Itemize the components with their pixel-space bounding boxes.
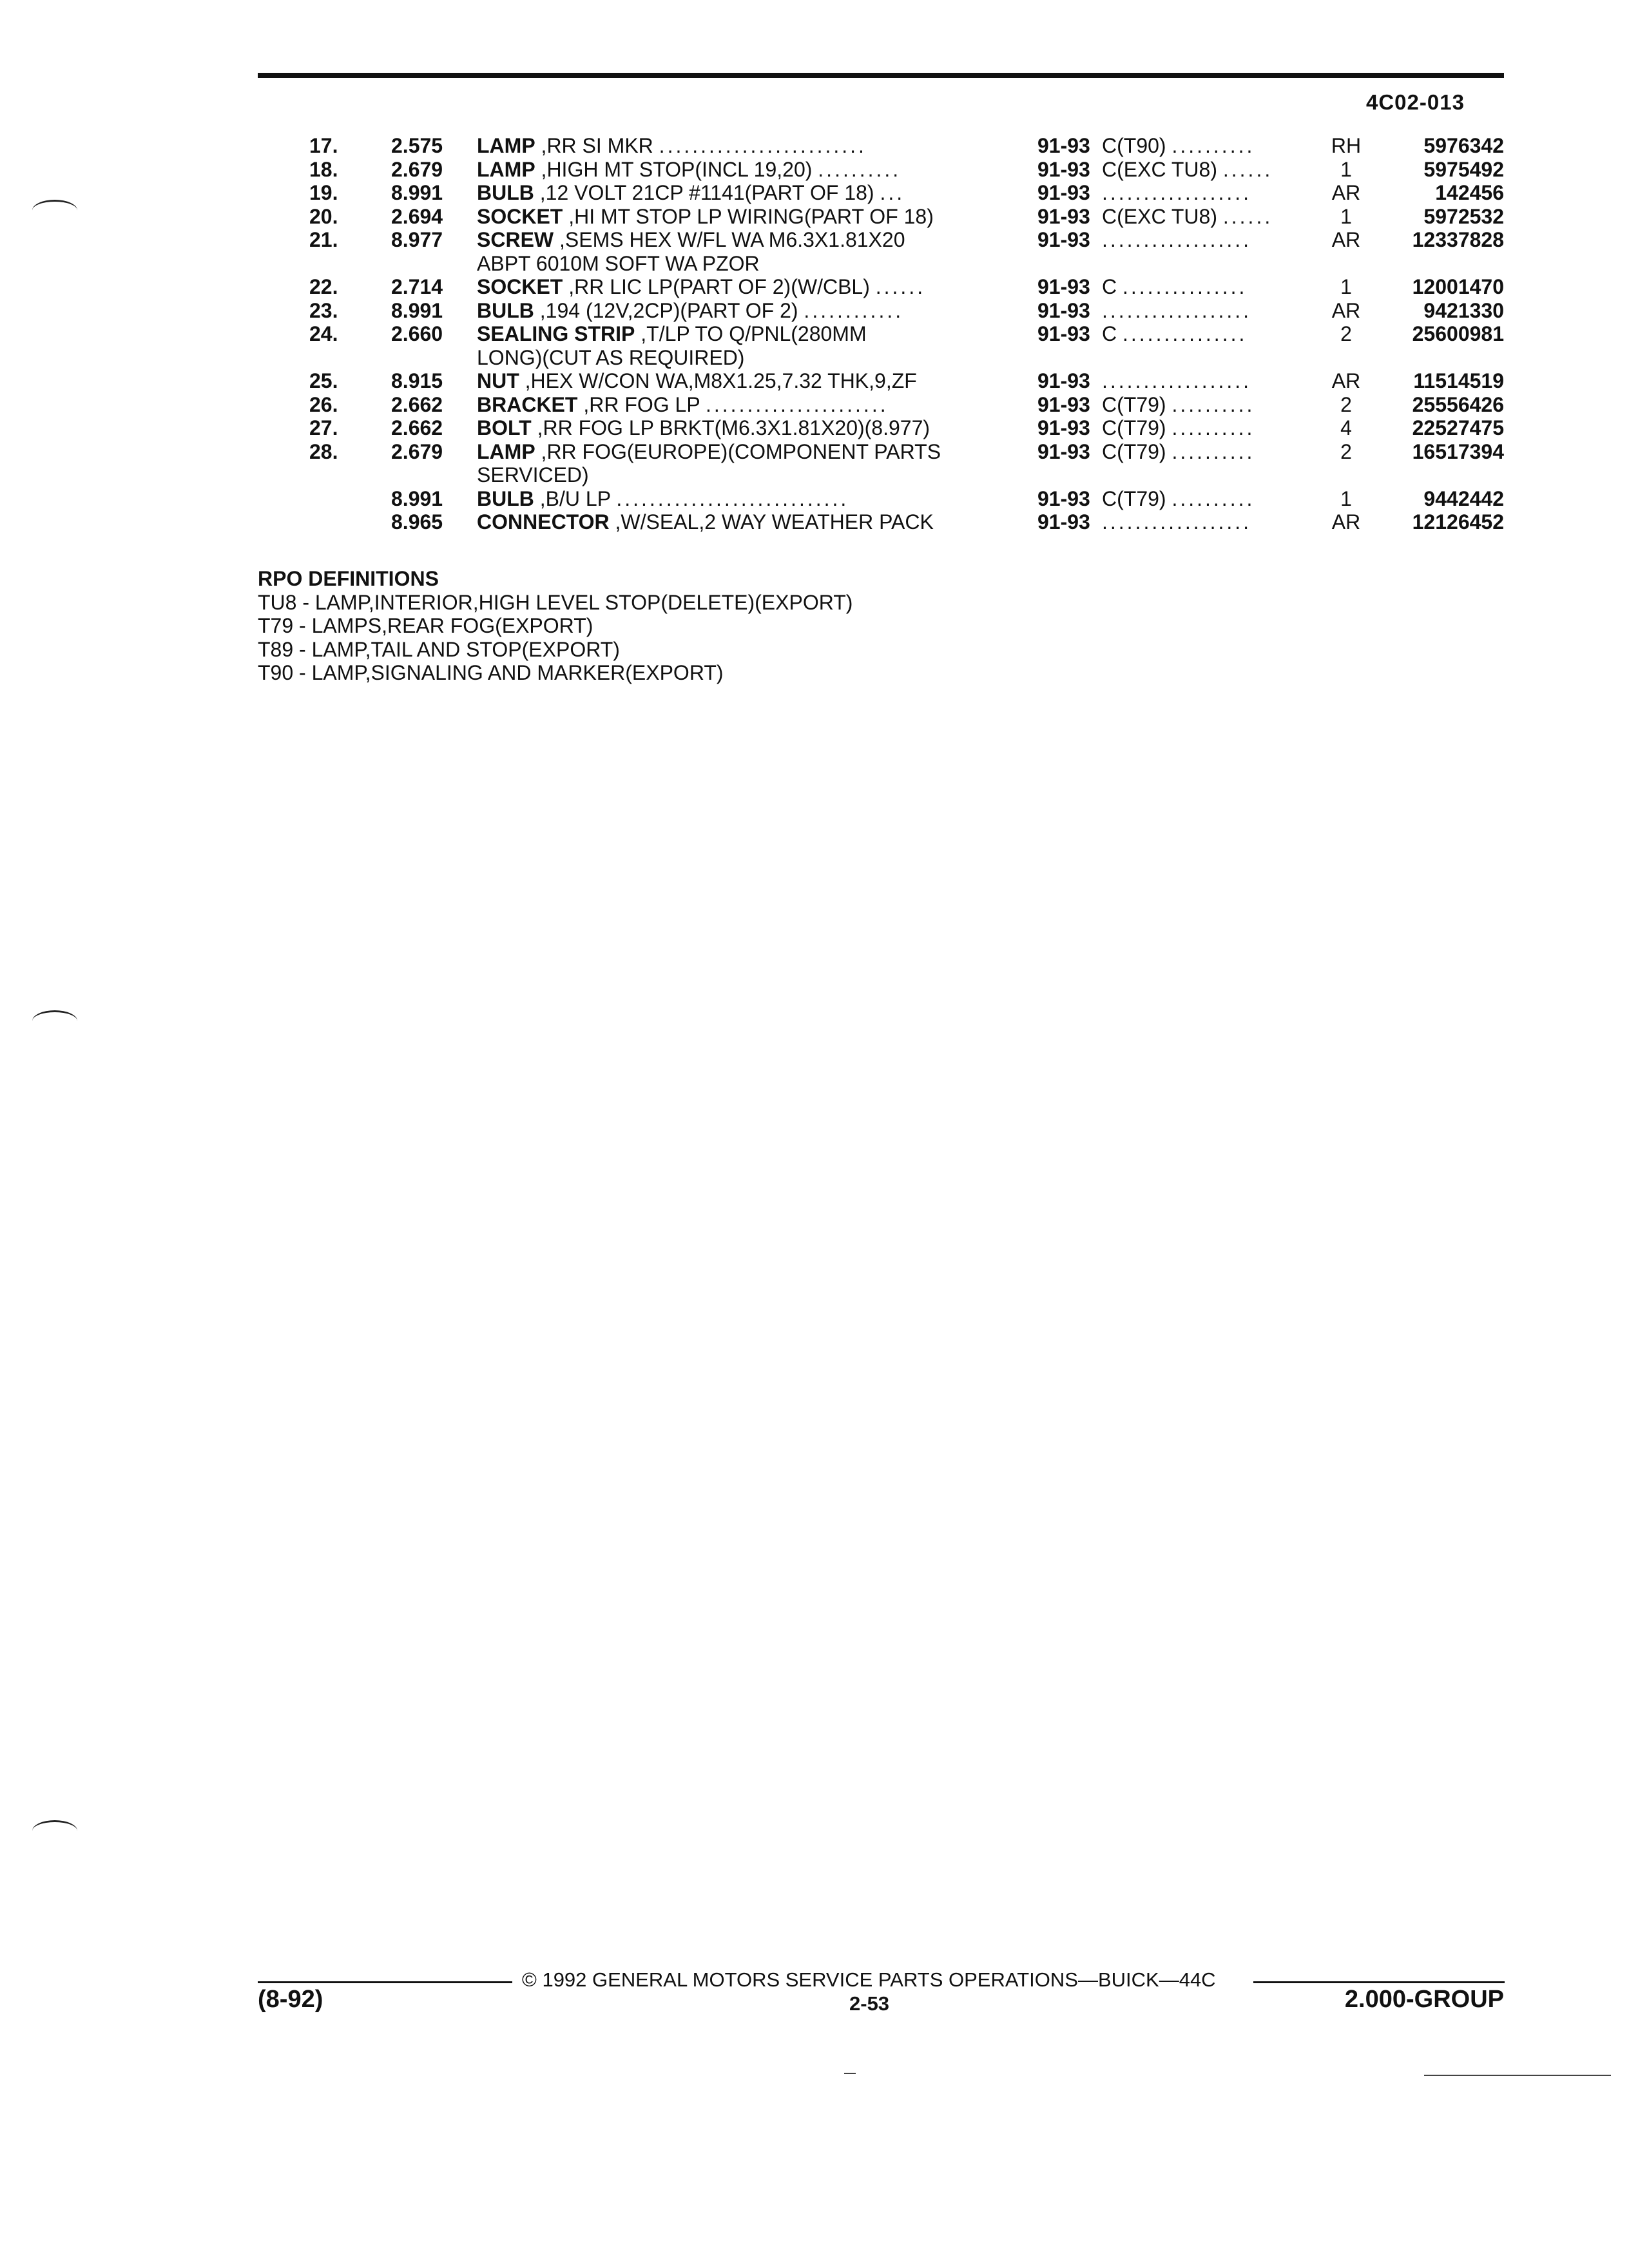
model-years: 91-93 (1037, 392, 1090, 416)
quantity: 1 (1340, 275, 1352, 298)
dot-leader: .......... (1171, 134, 1255, 157)
model-years: 91-93 (1037, 204, 1090, 228)
part-description (477, 463, 1250, 487)
group-number: 2.662 (391, 416, 443, 439)
part-number: 12126452 (1412, 510, 1504, 533)
item-number: 24. (309, 322, 338, 345)
item-number: 25. (309, 369, 338, 392)
part-detail: ,194 (12V,2CP)(PART OF 2) (534, 298, 798, 322)
rpo-line: T89 - LAMP,TAIL AND STOP(EXPORT) (258, 637, 620, 661)
part-name: SEALING STRIP (477, 322, 635, 345)
part-number: 22527475 (1412, 416, 1504, 439)
dot-leader: .......... (1171, 392, 1255, 416)
footer-group: 2.000-GROUP (1344, 1986, 1504, 2013)
part-row (258, 158, 1504, 182)
quantity: 2 (1340, 392, 1352, 416)
quantity: 2 (1340, 439, 1352, 463)
part-name: BOLT (477, 416, 532, 439)
dot-leader: ............... (1123, 322, 1248, 345)
dot-leader: ............... (1123, 275, 1248, 298)
group-number: 2.714 (391, 275, 443, 298)
usage-text: C(T90) (1102, 134, 1166, 157)
part-detail: ,HI MT STOP LP WIRING(PART OF 18) (563, 204, 934, 228)
binder-hole-mark (32, 1010, 77, 1032)
part-number: 25600981 (1412, 322, 1504, 345)
part-detail: ,RR SI MKR (535, 134, 653, 157)
rpo-definitions (258, 567, 853, 685)
part-name: LAMP (477, 157, 535, 181)
item-number: 27. (309, 416, 338, 439)
dot-leader: .................. (1102, 228, 1252, 251)
dot-leader: .......... (1171, 439, 1255, 463)
part-row (258, 205, 1504, 229)
quantity: AR (1331, 228, 1361, 251)
part-name: BULB (477, 181, 534, 204)
group-number: 8.977 (391, 228, 443, 251)
usage-text: C(T79) (1102, 416, 1166, 439)
part-detail: ,SEMS HEX W/FL WA M6.3X1.81X20 (554, 228, 905, 251)
usage-text: C(EXC TU8) (1102, 157, 1217, 181)
part-number: 9421330 (1423, 298, 1504, 322)
rpo-line: T79 - LAMPS,REAR FOG(EXPORT) (258, 614, 593, 637)
quantity: AR (1331, 369, 1361, 392)
model-years: 91-93 (1037, 486, 1090, 510)
part-detail: ,RR FOG LP BRKT(M6.3X1.81X20)(8.977) (531, 416, 930, 439)
dot-leader: ...... (1222, 157, 1273, 181)
model-years: 91-93 (1037, 228, 1090, 251)
part-number: 5975492 (1423, 157, 1504, 181)
part-detail: ABPT 6010M SOFT WA PZOR (477, 251, 760, 275)
group-number: 2.694 (391, 204, 443, 228)
dot-leader: ............................ (616, 486, 849, 510)
part-detail: SERVICED) (477, 463, 589, 486)
group-number: 2.575 (391, 134, 443, 157)
part-row (258, 416, 1504, 440)
parts-list (258, 134, 1504, 534)
group-number: 8.915 (391, 369, 443, 392)
dot-leader: .................. (1102, 298, 1252, 322)
part-row (258, 440, 1504, 464)
part-name: SOCKET (477, 204, 563, 228)
dot-leader: ...... (1222, 204, 1273, 228)
part-number: 5972532 (1423, 204, 1504, 228)
model-years: 91-93 (1037, 181, 1090, 204)
part-description (477, 346, 1250, 370)
part-row (258, 181, 1504, 205)
part-name: CONNECTOR (477, 510, 610, 533)
item-number: 21. (309, 228, 338, 251)
model-years: 91-93 (1037, 369, 1090, 392)
quantity: 2 (1340, 322, 1352, 345)
item-number: 18. (309, 157, 338, 181)
group-number: 8.991 (391, 181, 443, 204)
quantity: 1 (1340, 157, 1352, 181)
item-number: 28. (309, 439, 338, 463)
quantity: AR (1331, 510, 1361, 533)
quantity: 1 (1340, 204, 1352, 228)
quantity: 1 (1340, 486, 1352, 510)
group-number: 2.679 (391, 439, 443, 463)
footer-date: (8-92) (258, 1986, 323, 2013)
part-row (258, 275, 1504, 299)
part-row (258, 510, 1504, 534)
quantity: RH (1331, 134, 1362, 157)
group-number: 2.662 (391, 392, 443, 416)
model-years: 91-93 (1037, 134, 1090, 157)
dot-leader: .......... (1171, 486, 1255, 510)
part-row (258, 322, 1504, 346)
part-name: BULB (477, 298, 534, 322)
footer-rule-left (258, 1981, 512, 1983)
dot-leader: .......... (1171, 416, 1255, 439)
part-number: 11514519 (1413, 369, 1504, 392)
part-number: 142456 (1435, 181, 1504, 204)
part-name: SOCKET (477, 275, 563, 298)
part-row (258, 393, 1504, 417)
part-detail: ,RR FOG LP (577, 392, 700, 416)
part-row (258, 346, 1504, 370)
part-name: NUT (477, 369, 519, 392)
part-row (258, 134, 1504, 158)
part-detail: LONG)(CUT AS REQUIRED) (477, 345, 745, 369)
part-detail: ,RR FOG(EUROPE)(COMPONENT PARTS (535, 439, 941, 463)
page-number: 2-53 (849, 1992, 890, 2015)
part-number: 25556426 (1412, 392, 1504, 416)
model-years: 91-93 (1037, 298, 1090, 322)
part-name: BULB (477, 486, 534, 510)
part-detail: ,HIGH MT STOP(INCL 19,20) (535, 157, 813, 181)
item-number: 17. (309, 134, 338, 157)
part-name: SCREW (477, 228, 554, 251)
part-detail: ,HEX W/CON WA,M8X1.25,7.32 THK,9,ZF (519, 369, 917, 392)
part-row (258, 369, 1504, 393)
dot-leader: ...................... (706, 392, 889, 416)
part-description (477, 252, 1250, 276)
model-years: 91-93 (1037, 322, 1090, 345)
part-name: BRACKET (477, 392, 578, 416)
part-detail: ,B/U LP (534, 486, 611, 510)
part-detail: ,T/LP TO Q/PNL(280MM (635, 322, 867, 345)
quantity: AR (1331, 181, 1361, 204)
model-years: 91-93 (1037, 275, 1090, 298)
part-detail: ,W/SEAL,2 WAY WEATHER PACK (609, 510, 934, 533)
quantity: 4 (1340, 416, 1352, 439)
rpo-line: T90 - LAMP,SIGNALING AND MARKER(EXPORT) (258, 661, 724, 684)
group-number: 8.965 (391, 510, 443, 533)
group-number: 8.991 (391, 298, 443, 322)
dot-leader: ............ (804, 298, 904, 322)
dot-leader: ... (880, 181, 905, 204)
scan-mark (1424, 2075, 1611, 2076)
part-name: LAMP (477, 134, 535, 157)
part-number: 5976342 (1423, 134, 1504, 157)
part-detail: ,12 VOLT 21CP #1141(PART OF 18) (534, 181, 874, 204)
footer-copyright: © 1992 GENERAL MOTORS SERVICE PARTS OPERATIONS—BUICK—44C (522, 1968, 1216, 1991)
group-number: 2.679 (391, 157, 443, 181)
part-row (258, 252, 1504, 276)
part-name: LAMP (477, 439, 535, 463)
dot-leader: .......... (818, 157, 901, 181)
item-number: 20. (309, 204, 338, 228)
dot-leader: ...... (875, 275, 926, 298)
rpo-heading: RPO DEFINITIONS (258, 567, 439, 590)
part-number: 9442442 (1423, 486, 1504, 510)
binder-hole-mark (32, 200, 77, 221)
model-years: 91-93 (1037, 510, 1090, 533)
part-number: 12001470 (1412, 275, 1504, 298)
dot-leader: .................. (1102, 369, 1252, 392)
item-number: 22. (309, 275, 338, 298)
part-row (258, 463, 1504, 487)
part-row (258, 299, 1504, 323)
part-row (258, 228, 1504, 252)
scan-mark (844, 2073, 856, 2074)
usage-text: C(EXC TU8) (1102, 204, 1217, 228)
header-rule (258, 73, 1504, 78)
rpo-line: TU8 - LAMP,INTERIOR,HIGH LEVEL STOP(DELETE)(EXPORT) (258, 590, 853, 614)
model-years: 91-93 (1037, 439, 1090, 463)
usage-text: C(T79) (1102, 486, 1166, 510)
item-number: 26. (309, 392, 338, 416)
usage-text: C (1102, 322, 1117, 345)
usage-text: C (1102, 275, 1117, 298)
part-row (258, 487, 1504, 511)
group-number: 8.991 (391, 486, 443, 510)
page-code: 4C02-013 (1366, 90, 1465, 114)
dot-leader: ......................... (659, 134, 867, 157)
binder-hole-mark (32, 1820, 77, 1841)
usage-text: C(T79) (1102, 392, 1166, 416)
model-years: 91-93 (1037, 157, 1090, 181)
part-number: 16517394 (1412, 439, 1504, 463)
group-number: 2.660 (391, 322, 443, 345)
dot-leader: .................. (1102, 181, 1252, 204)
item-number: 19. (309, 181, 338, 204)
part-detail: ,RR LIC LP(PART OF 2)(W/CBL) (563, 275, 870, 298)
quantity: AR (1331, 298, 1361, 322)
item-number: 23. (309, 298, 338, 322)
usage-text: C(T79) (1102, 439, 1166, 463)
footer-rule-right (1253, 1981, 1505, 1983)
dot-leader: .................. (1102, 510, 1252, 533)
model-years: 91-93 (1037, 416, 1090, 439)
part-number: 12337828 (1412, 228, 1504, 251)
